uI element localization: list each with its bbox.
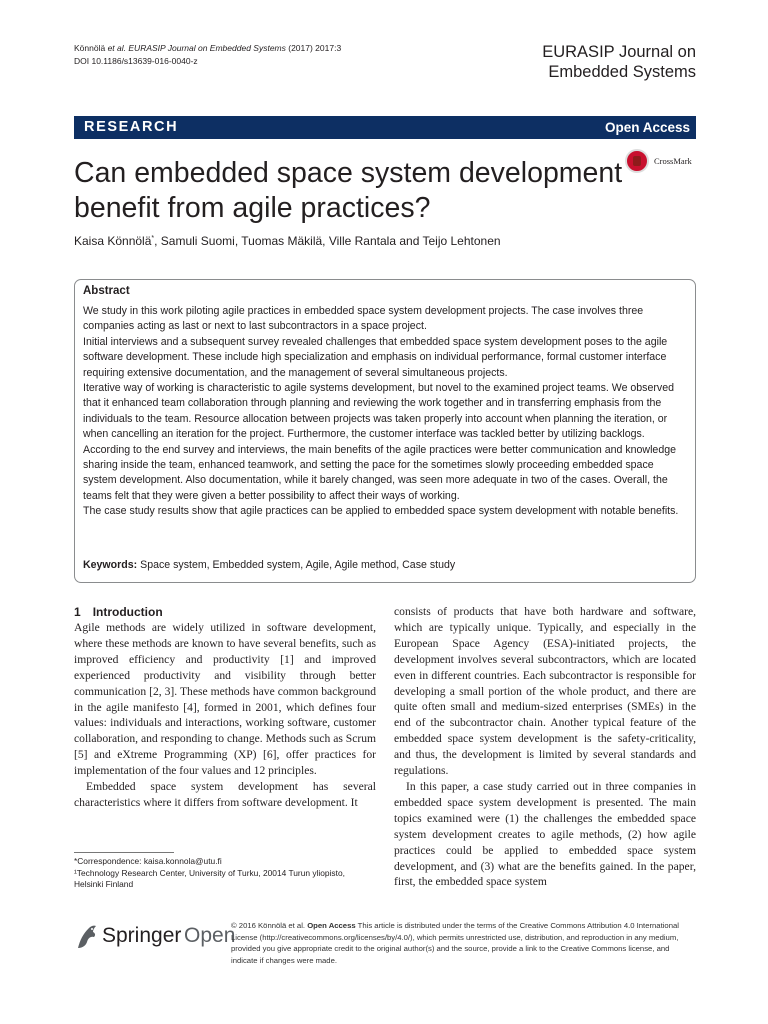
abstract-paragraph: We study in this work piloting agile practices in embedded space system development projects. The case involves three companies acting as last or next to last subcontractors in a space project. bbox=[83, 305, 644, 333]
correspondence-mark: * bbox=[151, 235, 155, 242]
cite-et-al: et al. bbox=[107, 43, 127, 53]
copyright-line: © 2016 Könnölä et al. bbox=[231, 921, 306, 930]
crossmark-badge[interactable] bbox=[625, 149, 705, 175]
cite-author: Könnölä bbox=[74, 43, 106, 53]
keywords bbox=[83, 559, 455, 571]
body-paragraph: Embedded space system development has several characteristics where it differs from software development. It bbox=[74, 780, 376, 809]
author-corresponding[interactable]: Kaisa Könnölä bbox=[74, 234, 152, 248]
section-title: Introduction bbox=[92, 605, 163, 619]
affiliation-note: ¹Technology Research Center, University of Turku, 20014 Turun yliopisto, bbox=[74, 867, 345, 878]
keywords-label: Keywords: bbox=[83, 559, 138, 571]
article-type-label: RESEARCH bbox=[84, 119, 179, 135]
footnotes bbox=[74, 856, 374, 891]
abstract-paragraph: The case study results show that agile practices can be applied to embedded space system development with notable benefits. bbox=[83, 505, 679, 518]
license-open-access: Open Access bbox=[307, 921, 356, 930]
article-type-band bbox=[74, 116, 696, 139]
cite-journal: EURASIP Journal on Embedded Systems bbox=[128, 43, 286, 53]
crossmark-label: CrossMark bbox=[654, 156, 692, 166]
open-access-label: Open Access bbox=[604, 120, 690, 135]
publisher-name: Springer bbox=[102, 924, 182, 947]
author-list bbox=[74, 234, 501, 248]
section-heading-introduction bbox=[74, 604, 376, 620]
section-number: 1 bbox=[74, 605, 81, 619]
body-paragraph: Agile methods are widely utilized in software development, where these methods are known to have several benefits, such as improved efficiency and productivity [1] and improved experienced productivity and visibility through better communication [2, 3]. These methods have common background in the agile manifesto [4], formed in 2001, which defines four values: individuals and interactions, working software, customer collaboration, and responding to change. Methods such as Scrum [5] and eXtreme Programming (XP) [6], offer practices for implementation of the four values and 12 principles. bbox=[74, 621, 377, 778]
publisher-open: Open bbox=[184, 924, 236, 947]
springer-open-logo bbox=[74, 922, 236, 954]
correspondence-note[interactable]: *Correspondence: kaisa.konnola@utu.fi bbox=[74, 856, 222, 866]
abstract-paragraph: According to the end survey and interviews, the main benefits of the agile practices were better communication and knowledge sharing inside the team, enhanced teamwork, and setting the pace for the sometimes slowly proceeding embedded space system development. Also documentation, while it barely changed, was seen more adequate in two of the cases. Overall, the teams felt that they were given a better possibility to affect their ways of working. bbox=[83, 443, 676, 502]
doi-link[interactable]: DOI 10.1186/s13639-016-0040-z bbox=[74, 56, 198, 66]
abstract-heading: Abstract bbox=[83, 285, 130, 297]
journal-name bbox=[542, 42, 696, 82]
license-text: This article is distributed under the terms of the Creative Commons Attribution 4.0 International License (http://creativecommons.org/licenses/by/4.0/), which permits unrestricted use, distribution, and reproduction in any medium, provided you give appropriate credit to the original author(s) and the source, provide a link to the Creative Commons license, and indicate if changes were made. bbox=[231, 921, 679, 965]
springer-horse-icon bbox=[74, 922, 100, 952]
abstract-body bbox=[83, 304, 689, 520]
footnote-divider bbox=[74, 852, 174, 853]
body-column-left bbox=[74, 604, 376, 811]
citation-header bbox=[74, 42, 341, 68]
body-paragraph: consists of products that have both hardware and software, which are typically unique. Typically, and especially in the European Space Agency (ESA)-initiated projects, the development involves several subcontractors, which are located even in different countries. Each subcontractor is responsible for developing a small portion of the whole product, and there are quite often small and medium-sized enterprises (SMEs) in the end of the subcontractor chain. Another typical feature of the embedded space system development is the safety-criticality, and thus, the development is limited by several standards and regulations. bbox=[394, 605, 696, 778]
license-notice bbox=[231, 920, 697, 966]
journal-name-line2: Embedded Systems bbox=[548, 63, 696, 81]
keywords-list: Space system, Embedded system, Agile, Agile method, Case study bbox=[140, 559, 456, 571]
journal-name-line1: EURASIP Journal on bbox=[542, 43, 696, 61]
abstract-paragraph: Iterative way of working is characteristic to agile systems development, but novel to the examined project teams. We observed that it enhanced team collaboration through planning and reviewing the work together and in transferring emphasis from the individuals to the team. Resource allocation between projects was taken properly into account when planning the iteration, or when cancelling an iteration for the project. Furthermore, the customer interface was tackled better by utilizing backlogs. bbox=[83, 382, 674, 441]
abstract-box bbox=[74, 279, 696, 583]
affiliation-note-cont: Helsinki Finland bbox=[74, 879, 134, 890]
article-title: Can embedded space system development benefit from agile practices? bbox=[74, 157, 623, 224]
body-column-right bbox=[394, 604, 696, 890]
cite-year-volume: (2017) 2017:3 bbox=[288, 43, 342, 53]
body-paragraph: In this paper, a case study carried out in three companies in embedded space system development is presented. The main topics examined were (1) the challenges the embedded space system development creates to agile methods, (2) how agile practices could be applied to embedded space system development, and (3) what are the benefits gained. In the paper, first, the embedded space system bbox=[394, 779, 696, 889]
abstract-paragraph: Initial interviews and a subsequent survey revealed challenges that embedded space system development poses to the agile software development. These include high specialization and emphasis on individual performance, formal customer interface requiring extensive documentation, and the management of several simultaneous projects. bbox=[83, 335, 668, 379]
author-others: , Samuli Suomi, Tuomas Mäkilä, Ville Rantala and Teijo Lehtonen bbox=[154, 234, 501, 248]
